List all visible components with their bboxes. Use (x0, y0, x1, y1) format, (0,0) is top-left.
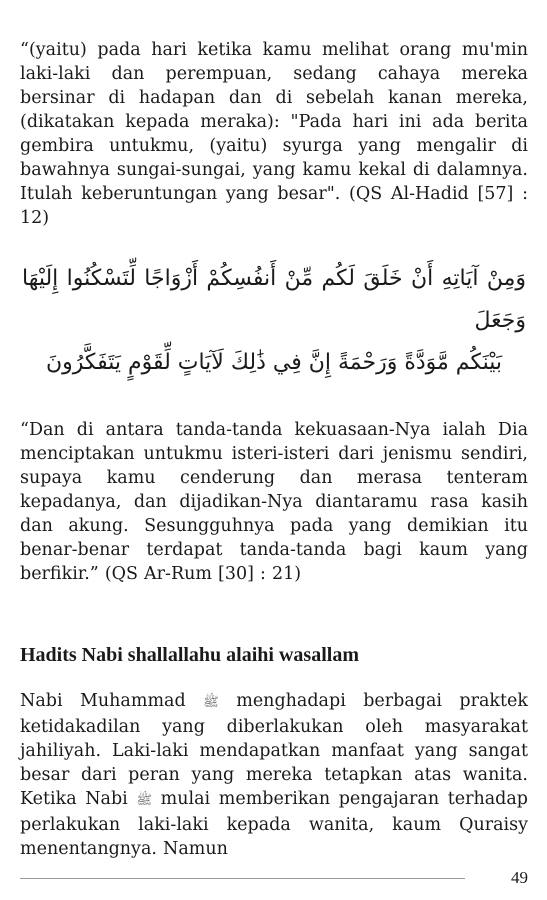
body-text-3: mulai memberikan pengajaran terhadap perlakukan laki-laki kepada wanita, kaum Quraisy menentangnya. Namun (20, 789, 528, 859)
body-text-1: Nabi Muhammad (20, 691, 204, 711)
arabic-verse (20, 258, 528, 384)
page-footer (20, 868, 528, 888)
saw-symbol-icon: ﷺ (136, 793, 153, 808)
page-number: 49 (511, 868, 528, 887)
quote-ar-rum: “Dan di antara tanda-tanda kekuasaan-Nya ialah Dia menciptakan untukmu isteri-isteri dari jenismu sendiri, supaya kamu cenderung dan merasa tenteram kepadanya, dan dijadikan-Nya diantaramu rasa kasih dan akung. Sesungguhnya pada yang demikian itu benar-benar terdapat tanda-tanda bagi kaum yang berfikir.” (QS Ar-Rum [30] : 21) (20, 420, 528, 584)
quote-al-hadid: “(yaitu) pada hari ketika kamu melihat orang mu'min laki-laki dan perempuan, sedang cahaya mereka bersinar di hadapan dan di sebelah kanan mereka, (dikatakan kepada meraka): "Pada hari ini ada berita gembira untukmu, (yaitu) syurga yang mengalir di bawahnya sungai-sungai, yang kamu kekal di dalamnya. Itulah keberuntungan yang besar". (QS Al-Hadid [57] : 12) (20, 40, 528, 228)
arabic-verse-line-2: بَيْنَكُم مَّوَدَّةً وَرَحْمَةً إِنَّ فِي ذَٰلِكَ لَآيَاتٍ لِّقَوْمٍ يَتَفَكَّرُونَ (46, 350, 502, 375)
section-heading: Hadits Nabi shallallahu alaihi wasallam (20, 644, 359, 666)
page-content (20, 38, 528, 861)
saw-symbol-icon: ﷺ (203, 695, 219, 710)
body-text-2: menghadapi berbagai praktek ketidakadilan yang diberlakukan oleh masyarakat jahiliyah. Laki-laki mendapatkan manfaat yang sangat besar dari peran yang mereka tetapkan atas wanita. Ketika Nabi (20, 691, 528, 809)
footer-rule (20, 878, 465, 879)
body-paragraph (20, 689, 528, 861)
arabic-verse-line-1: وَمِنْ آيَاتِهِ أَنْ خَلَقَ لَكُم مِّنْ أَنفُسِكُمْ أَزْوَاجًا لِّتَسْكُنُوا إِلَيْهَا وَجَعَلَ (22, 266, 526, 333)
